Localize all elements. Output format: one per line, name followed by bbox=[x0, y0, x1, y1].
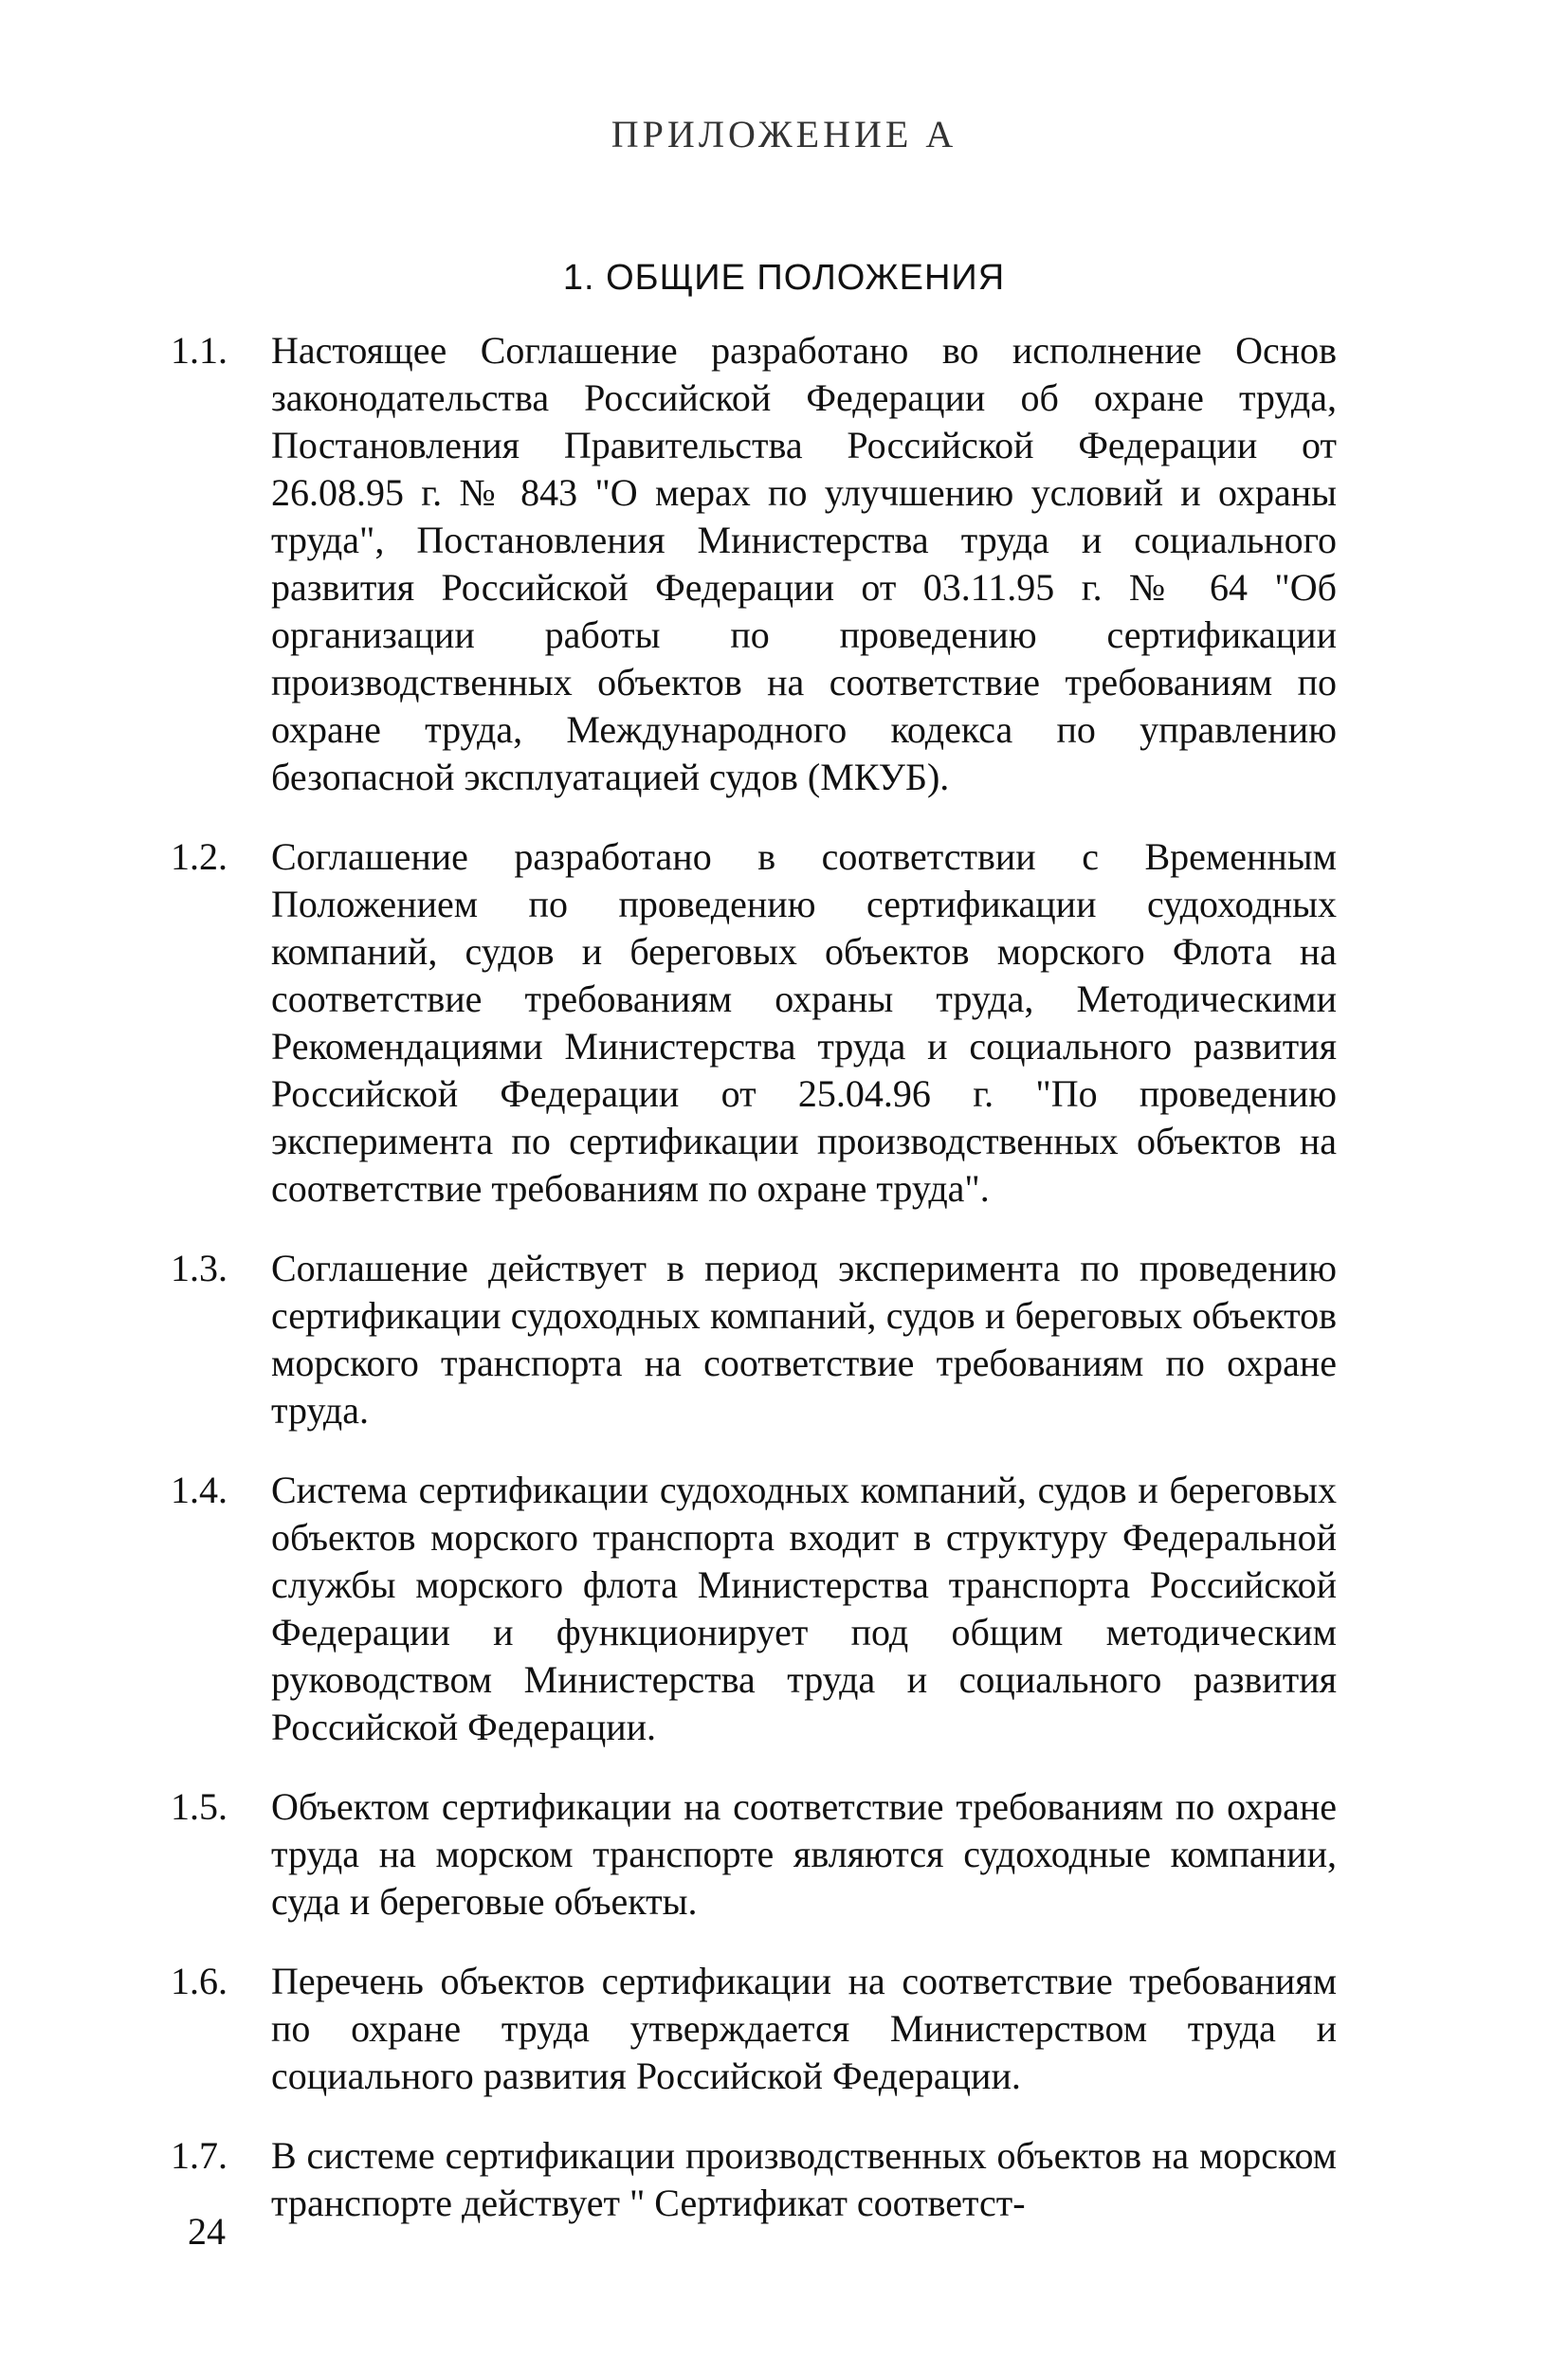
clause-1-2 bbox=[171, 833, 1337, 1213]
clause-text: Настоящее Соглашение разработано во исполнение Основ законодательства Российской Федерации об охране труда, Постановления Правительства Российской Федерации от 26.08.95 г. № 843 "О мерах по улучшению условий и охраны труда", Постановления Министерства труда и социального развития Российской Федерации от 03.11.95 г. № 64 "Об организации работы по проведению сертификации производственных объектов на соответствие требованиям по охране труда, Международного кодекса по управлению безопасной эксплуатацией судов (МКУБ). bbox=[271, 329, 1337, 798]
clause-1-5 bbox=[171, 1783, 1337, 1926]
clause-number: 1.7. bbox=[171, 2134, 228, 2177]
clause-number: 1.3. bbox=[171, 1247, 228, 1289]
appendix-title: ПРИЛОЖЕНИЕ А bbox=[611, 113, 957, 155]
page-number: 24 bbox=[188, 2210, 226, 2253]
clause-1-7 bbox=[171, 2132, 1337, 2227]
clause-text: Перечень объектов сертификации на соответствие требованиям по охране труда утверждается Министерством труда и социального развития Российской Федерации. bbox=[271, 1960, 1337, 2097]
general-provisions-section bbox=[171, 327, 1337, 2259]
clause-number: 1.2. bbox=[171, 835, 228, 878]
clause-text: Система сертификации судоходных компаний, судов и береговых объектов морского транспорта входит в структуру Федеральной службы морского флота Министерства транспорта Российской Федерации и функционирует под общим методическим руководством Министерства труда и социального развития Российской Федерации. bbox=[271, 1469, 1337, 1748]
clause-1-3 bbox=[171, 1245, 1337, 1434]
section-title: 1. ОБЩИЕ ПОЛОЖЕНИЯ bbox=[562, 258, 1006, 298]
clause-text: В системе сертификации производственных объектов на морском транспорте действует " Сертификат соответст- bbox=[271, 2134, 1337, 2224]
clause-text: Соглашение действует в период эксперимента по проведению сертификации судоходных компаний, судов и береговых объектов морского транспорта на соответствие требованиям по охране труда. bbox=[271, 1247, 1337, 1432]
clause-1-4 bbox=[171, 1467, 1337, 1751]
clause-number: 1.6. bbox=[171, 1960, 228, 2002]
clause-1-6 bbox=[171, 1958, 1337, 2100]
clause-number: 1.5. bbox=[171, 1785, 228, 1828]
clause-text: Соглашение разработано в соответствии с Временным Положением по проведению сертификации судоходных компаний, судов и береговых объектов морского Флота на соответствие требованиям охраны труда, Методическими Рекомендациями Министерства труда и социального развития Российской Федерации от 25.04.96 г. "По проведению эксперимента по сертификации производственных объектов на соответствие требованиям по охране труда". bbox=[271, 835, 1337, 1210]
clause-text: Объектом сертификации на соответствие требованиям по охране труда на морском транспорте являются судоходные компании, суда и береговые объекты. bbox=[271, 1785, 1337, 1923]
clause-1-1 bbox=[171, 327, 1337, 801]
clause-number: 1.4. bbox=[171, 1469, 228, 1511]
clause-number: 1.1. bbox=[171, 329, 228, 372]
